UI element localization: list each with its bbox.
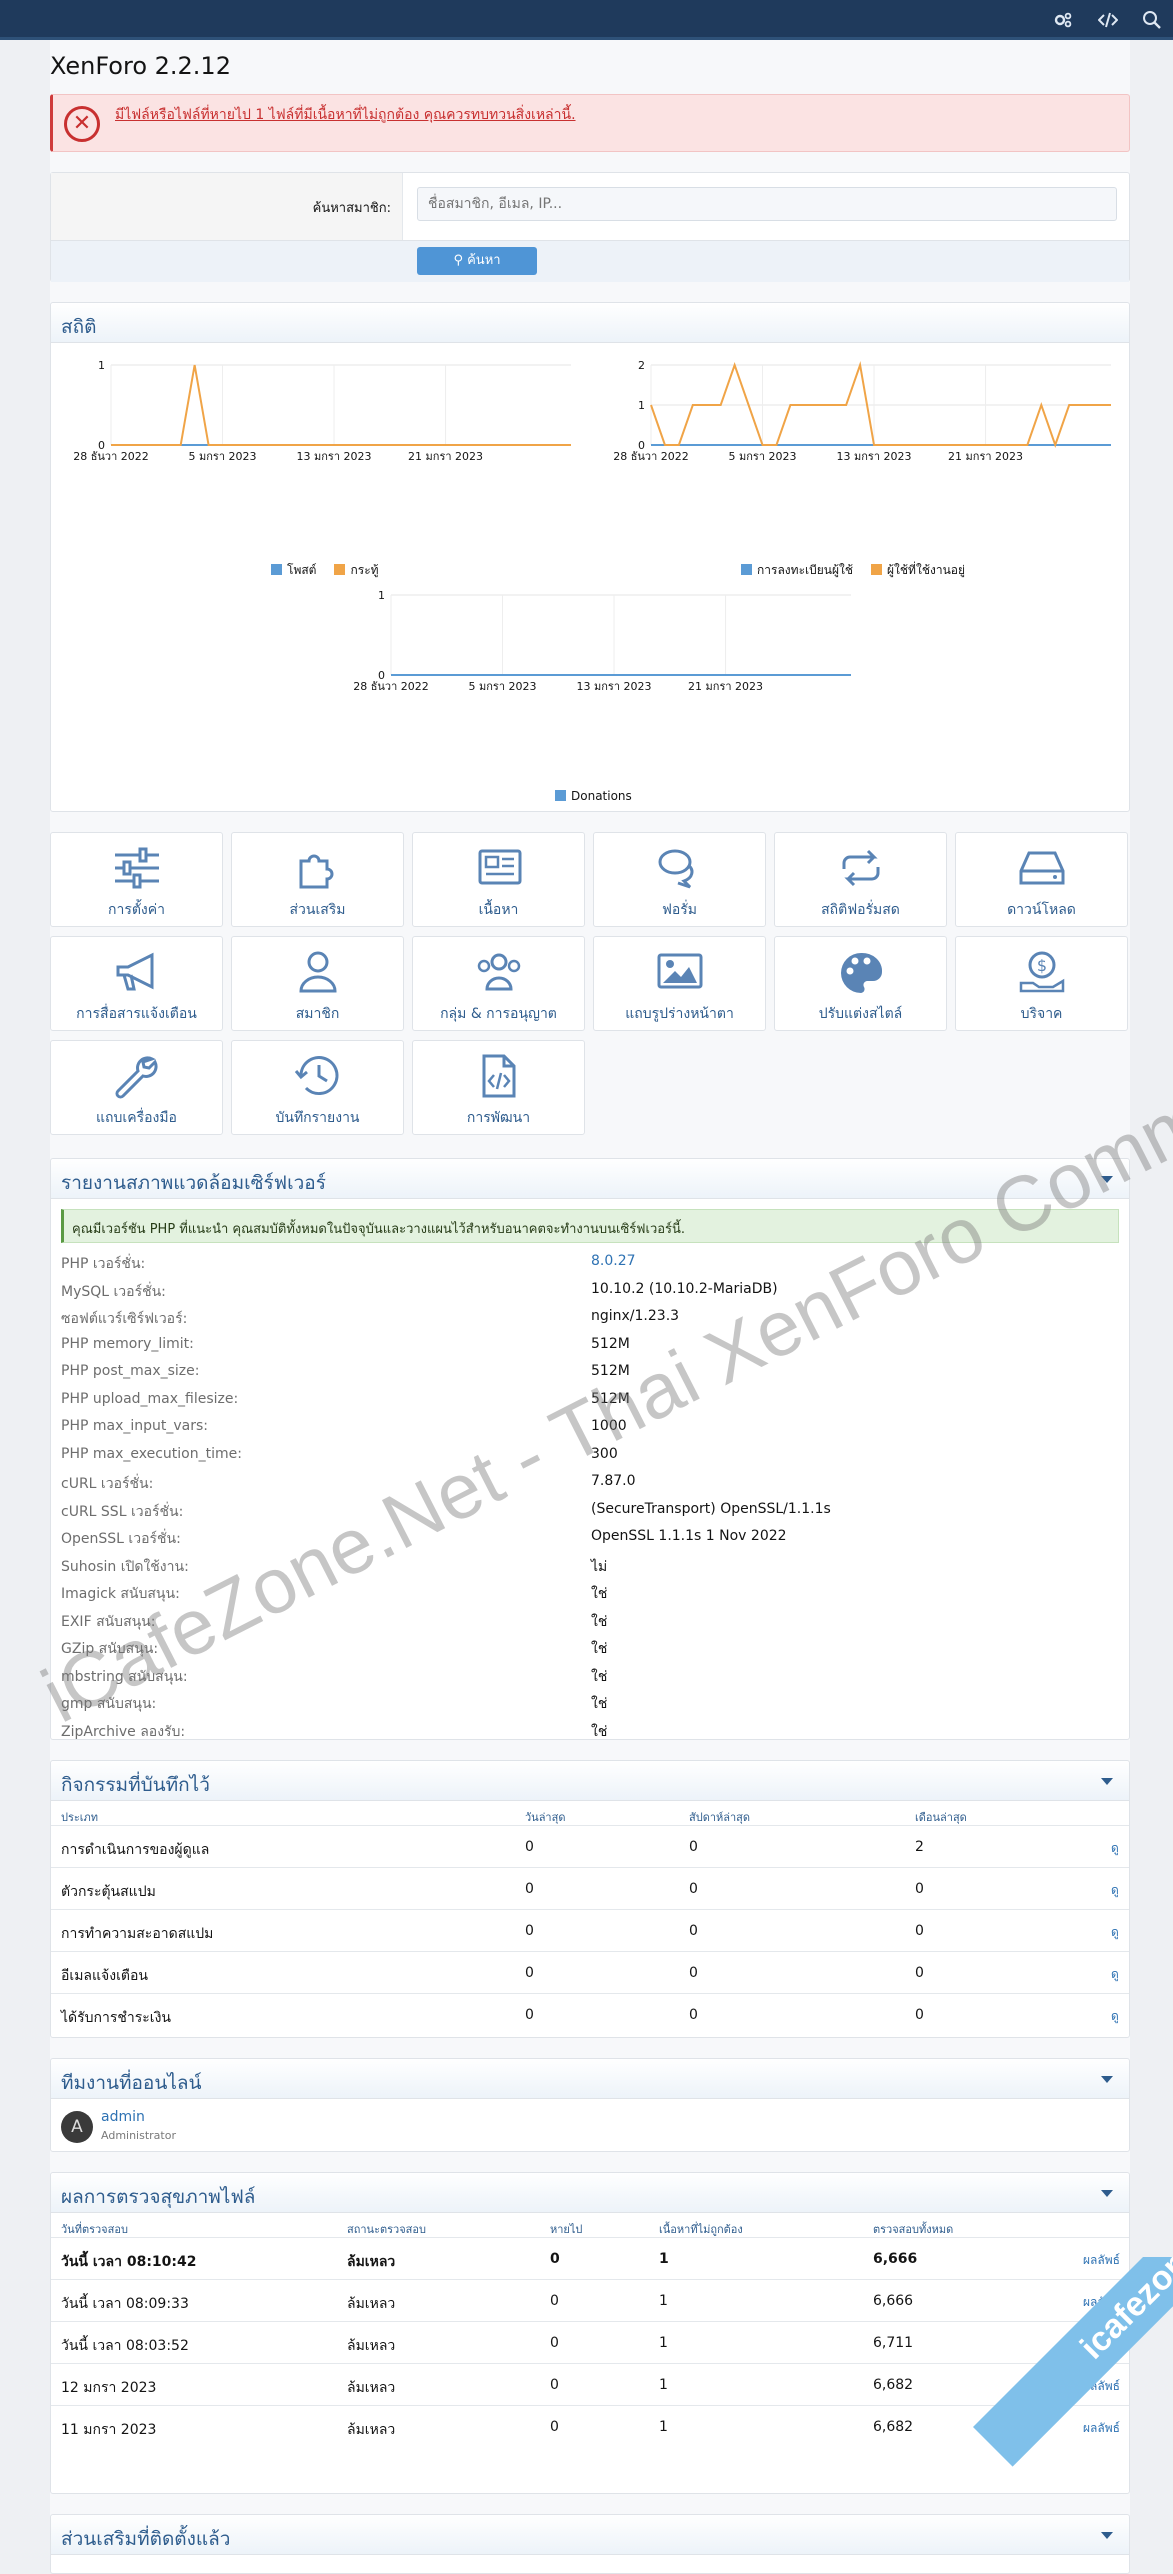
table-cell: 1: [659, 2377, 668, 2393]
env-key: cURL SSL เวอร์ชั่น:: [61, 1501, 183, 1523]
comments-icon: [655, 845, 705, 891]
x-tick-label: 28 ธันวา 2022: [73, 450, 149, 463]
env-key: GZip สนับสนุน:: [61, 1638, 158, 1660]
y-tick-label: 0: [378, 669, 385, 682]
table-cell: 0: [550, 2377, 559, 2393]
env-key: PHP memory_limit:: [61, 1336, 194, 1352]
tile-label: การสื่อสารแจ้งเตือน: [51, 1003, 222, 1025]
table-cell: 1: [659, 2419, 668, 2435]
table-cell: 6,682: [873, 2377, 913, 2393]
stats-title: สถิติ: [61, 312, 96, 342]
table-cell: ล้มเหลว: [347, 2419, 395, 2441]
env-key: MySQL เวอร์ชั่น:: [61, 1281, 166, 1303]
table-cell: 11 มกรา 2023: [61, 2419, 156, 2441]
tile-megaphone[interactable]: [50, 936, 223, 1031]
table-cell: 0: [915, 1965, 924, 1981]
tile-label: แถบเครื่องมือ: [51, 1107, 222, 1129]
legend-item[interactable]: การลงทะเบียนผู้ใช้: [741, 563, 853, 577]
table-cell: 1: [659, 2251, 669, 2267]
table-row: [51, 1867, 1129, 1909]
table-cell: 12 มกรา 2023: [61, 2377, 156, 2399]
table-cell: วันนี้ เวลา 08:09:33: [61, 2293, 189, 2315]
table-cell: 0: [550, 2419, 559, 2435]
env-value: ใช่: [591, 1693, 607, 1715]
legend-swatch: [271, 564, 282, 575]
tile-label: สถิติฟอรั่มสด: [775, 899, 946, 921]
tile-wrench[interactable]: [50, 1040, 223, 1135]
x-tick-label: 5 มกรา 2023: [189, 450, 257, 463]
env-value: 512M: [591, 1363, 630, 1379]
staff-role: Administrator: [101, 2129, 176, 2142]
tile-comments[interactable]: [593, 832, 766, 927]
legend-item[interactable]: โพสต์: [271, 563, 316, 577]
users-icon: [474, 949, 524, 995]
env-key: gmp สนับสนุน:: [61, 1693, 156, 1715]
table-cell: 6,666: [873, 2293, 913, 2309]
y-tick-label: 2: [638, 359, 645, 372]
env-value: ใช่: [591, 1721, 607, 1743]
collapse-toggle-icon[interactable]: [1101, 2190, 1113, 2197]
y-tick-label: 1: [98, 359, 105, 372]
env-value: ใช่: [591, 1638, 607, 1660]
legend-item[interactable]: Donations: [555, 789, 632, 803]
stats-chart-donations: [331, 575, 871, 695]
tile-user[interactable]: [231, 936, 404, 1031]
staff-online-block: [50, 2058, 1130, 2152]
tile-donate[interactable]: [955, 936, 1128, 1031]
table-cell: 0: [550, 2251, 560, 2267]
avatar[interactable]: A: [61, 2111, 93, 2143]
env-key: ซอฟต์แวร์เซิร์ฟเวอร์:: [61, 1308, 187, 1330]
tile-file-code[interactable]: [412, 1040, 585, 1135]
search-icon[interactable]: [1140, 8, 1164, 32]
result-link[interactable]: ผลลัพธ์: [1083, 2293, 1120, 2312]
tile-sliders[interactable]: [50, 832, 223, 927]
collapse-toggle-icon[interactable]: [1101, 2532, 1113, 2539]
env-value: 10.10.2 (10.10.2-MariaDB): [591, 1281, 778, 1297]
y-tick-label: 0: [638, 439, 645, 452]
server-env-title: รายงานสภาพแวดล้อมเซิร์ฟเวอร์: [61, 1168, 326, 1198]
table-cell: 0: [689, 2007, 698, 2023]
env-value: 512M: [591, 1391, 630, 1407]
search-label: ค้นหาสมาชิก:: [61, 197, 391, 218]
table-cell: วันนี้ เวลา 08:03:52: [61, 2335, 189, 2357]
legend-item[interactable]: กระทู้: [334, 563, 378, 577]
view-link[interactable]: ดู: [1111, 1839, 1119, 1858]
table-cell: 1: [659, 2335, 668, 2351]
table-cell: 0: [525, 1965, 534, 1981]
series-line: [111, 365, 571, 445]
table-cell: 0: [915, 1923, 924, 1939]
tile-repeat[interactable]: [774, 832, 947, 927]
table-cell: 0: [550, 2335, 559, 2351]
env-value[interactable]: 8.0.27: [591, 1253, 636, 1269]
x-tick-label: 5 มกรา 2023: [469, 680, 537, 693]
x-tick-label: 28 ธันวา 2022: [613, 450, 689, 463]
table-cell: การทำความสะอาดสแปม: [61, 1923, 213, 1945]
history-icon: [293, 1053, 343, 1099]
tile-history[interactable]: [231, 1040, 404, 1135]
env-key: PHP เวอร์ชั่น:: [61, 1253, 145, 1275]
y-tick-label: 1: [378, 589, 385, 602]
table-row: [51, 1993, 1129, 2035]
env-key: cURL เวอร์ชั่น:: [61, 1473, 153, 1495]
view-link[interactable]: ดู: [1111, 2007, 1119, 2026]
table-cell: 0: [915, 1881, 924, 1897]
table-cell: 1: [659, 2293, 668, 2309]
env-key: PHP upload_max_filesize:: [61, 1391, 238, 1407]
col-header: วันล่าสุด: [525, 1808, 565, 1826]
file-health-title: ผลการตรวจสุขภาพไฟล์: [61, 2182, 255, 2212]
x-tick-label: 28 ธันวา 2022: [353, 680, 429, 693]
staff-username[interactable]: admin: [101, 2109, 145, 2125]
tile-label: ฟอรั่ม: [594, 899, 765, 921]
svg-text:$: $: [1037, 956, 1047, 975]
code-icon[interactable]: [1096, 8, 1120, 32]
user-icon: [293, 949, 343, 995]
table-cell: วันนี้ เวลา 08:10:42: [61, 2251, 196, 2273]
env-value: 1000: [591, 1418, 627, 1434]
legend-swatch: [871, 564, 882, 575]
table-cell: 0: [525, 1839, 534, 1855]
table-cell: 0: [525, 2007, 534, 2023]
tile-label: ส่วนเสริม: [232, 899, 403, 921]
table-cell: ล้มเหลว: [347, 2293, 395, 2315]
tile-label: ปรับแต่งสไตล์: [775, 1003, 946, 1025]
search-button-icon: ⚲: [453, 253, 463, 268]
table-row: [51, 1951, 1129, 1993]
table-cell: อีเมลแจ้งเตือน: [61, 1965, 148, 1987]
env-value: 7.87.0: [591, 1473, 636, 1489]
tile-label: เนื้อหา: [413, 899, 584, 921]
table-cell: 0: [525, 1881, 534, 1897]
wrench-icon: [112, 1053, 162, 1099]
installed-addons-title: ส่วนเสริมที่ติดตั้งแล้ว: [61, 2524, 230, 2554]
env-key: mbstring สนับสนุน:: [61, 1666, 188, 1688]
tile-label: กลุ่ม & การอนุญาต: [413, 1003, 584, 1025]
result-link[interactable]: ผลลัพธ์: [1083, 2335, 1120, 2354]
env-key: EXIF สนับสนุน:: [61, 1611, 155, 1633]
megaphone-icon: [112, 949, 162, 995]
search-button[interactable]: [417, 247, 537, 275]
table-cell: 0: [915, 2007, 924, 2023]
table-cell: การดำเนินการของผู้ดูแล: [61, 1839, 209, 1861]
legend-item[interactable]: ผู้ใช้ที่ใช้งานอยู่: [871, 563, 965, 577]
table-cell: 0: [550, 2293, 559, 2309]
file-health-alert: [50, 94, 1130, 152]
y-tick-label: 0: [98, 439, 105, 452]
table-cell: 6,666: [873, 2251, 917, 2267]
tile-label: การตั้งค่า: [51, 899, 222, 921]
env-key: PHP post_max_size:: [61, 1363, 199, 1379]
watermark-text: iCafeZone.Net - Thai XenForo Community: [28, 997, 1173, 1741]
x-tick-label: 21 มกรา 2023: [408, 450, 483, 463]
result-link[interactable]: ผลลัพธ์: [1083, 2251, 1120, 2270]
x-tick-label: 21 มกรา 2023: [948, 450, 1023, 463]
tile-hdd[interactable]: [955, 832, 1128, 927]
legend-swatch: [741, 564, 752, 575]
member-search-block: [50, 172, 1130, 282]
x-tick-label: 13 มกรา 2023: [837, 450, 912, 463]
tile-label: บันทึกรายงาน: [232, 1107, 403, 1129]
col-header: หายไป: [550, 2220, 582, 2238]
view-link[interactable]: ดู: [1111, 1881, 1119, 1900]
table-cell: 0: [689, 1881, 698, 1897]
tile-label: ดาวน์โหลด: [956, 899, 1127, 921]
chart-legend: [555, 789, 650, 803]
search-button-label: ค้นหา: [467, 253, 500, 268]
installed-addons-block: [50, 2514, 1130, 2574]
tile-newspaper[interactable]: [412, 832, 585, 927]
x-tick-label: 21 มกรา 2023: [688, 680, 763, 693]
env-key: OpenSSL เวอร์ชั่น:: [61, 1528, 181, 1550]
repeat-icon: [836, 845, 886, 891]
env-value: 300: [591, 1446, 618, 1462]
corner-watermark: icafezone: [913, 2257, 1173, 2517]
image-icon: [655, 949, 705, 995]
col-header: ตรวจสอบทั้งหมด: [873, 2220, 953, 2238]
file-code-icon: [474, 1053, 524, 1099]
tile-label: การพัฒนา: [413, 1107, 584, 1129]
puzzle-icon: [293, 845, 343, 891]
logged-activity-title: กิจกรรมที่บันทึกไว้: [61, 1770, 210, 1800]
x-tick-label: 13 มกรา 2023: [297, 450, 372, 463]
table-cell: ล้มเหลว: [347, 2377, 395, 2399]
table-row: [51, 1909, 1129, 1951]
stats-chart-users: [591, 345, 1131, 465]
env-key: ZipArchive ลองรับ:: [61, 1721, 185, 1743]
table-cell: 0: [689, 1839, 698, 1855]
table-cell: 6,682: [873, 2419, 913, 2435]
view-link[interactable]: ดู: [1111, 1965, 1119, 1984]
x-tick-label: 13 มกรา 2023: [577, 680, 652, 693]
stats-block: [50, 302, 1130, 812]
table-cell: 0: [525, 1923, 534, 1939]
env-value: OpenSSL 1.1.1s 1 Nov 2022: [591, 1528, 787, 1544]
top-bar: [0, 0, 1173, 40]
table-cell: ล้มเหลว: [347, 2251, 395, 2273]
col-header: สัปดาห์ล่าสุด: [689, 1808, 750, 1826]
palette-icon: [836, 949, 886, 995]
table-cell: ตัวกระตุ้นสแปม: [61, 1881, 156, 1903]
table-cell: 2: [915, 1839, 924, 1855]
env-key: PHP max_input_vars:: [61, 1418, 208, 1434]
col-header: เดือนล่าสุด: [915, 1808, 967, 1826]
staff-online-title: ทีมงานที่ออนไลน์: [61, 2068, 202, 2098]
env-value: ไม่: [591, 1556, 607, 1578]
table-cell: ล้มเหลว: [347, 2335, 395, 2357]
legend-swatch: [334, 564, 345, 575]
table-cell: 0: [689, 1923, 698, 1939]
php-version-notice: คุณมีเวอร์ชัน PHP ที่แนะนำ คุณสมบัติทั้งหมดในปัจจุบันและวางแผนไว้สำหรับอนาคตจะทำงานบนเซิร์ฟเวอร์นี้.: [61, 1209, 1119, 1243]
tile-label: บริจาค: [956, 1003, 1127, 1025]
col-header: สถานะตรวจสอบ: [347, 2220, 426, 2238]
sliders-icon: [112, 845, 162, 891]
newspaper-icon: [474, 845, 524, 891]
error-icon: ✕: [64, 106, 100, 142]
tile-image[interactable]: [593, 936, 766, 1031]
collapse-toggle-icon[interactable]: [1101, 2076, 1113, 2083]
stats-chart-posts: [51, 345, 591, 465]
cogs-icon[interactable]: [1051, 8, 1075, 32]
table-cell: 0: [689, 1965, 698, 1981]
env-key: Suhosin เปิดใช้งาน:: [61, 1556, 189, 1578]
table-row: [51, 1825, 1129, 1867]
env-value: nginx/1.23.3: [591, 1308, 679, 1324]
view-link[interactable]: ดู: [1111, 1923, 1119, 1942]
env-key: Imagick สนับสนุน:: [61, 1583, 180, 1605]
x-tick-label: 5 มกรา 2023: [729, 450, 797, 463]
y-tick-label: 1: [638, 399, 645, 412]
donate-icon: [1017, 949, 1067, 995]
chart-legend: [271, 561, 397, 580]
env-value: ใช่: [591, 1611, 607, 1633]
table-cell: 6,711: [873, 2335, 913, 2351]
tile-label: แถบรูปร่างหน้าตา: [594, 1003, 765, 1025]
env-value: (SecureTransport) OpenSSL/1.1.1s: [591, 1501, 831, 1517]
env-value: ใช่: [591, 1666, 607, 1688]
logged-activity-block: [50, 1760, 1130, 2038]
tile-users[interactable]: [412, 936, 585, 1031]
hdd-icon: [1017, 845, 1067, 891]
member-search-input[interactable]: [417, 187, 1117, 221]
table-cell: ได้รับการชำระเงิน: [61, 2007, 171, 2029]
col-header: เนื้อหาที่ไม่ถูกต้อง: [659, 2220, 743, 2238]
chart-legend: [741, 561, 983, 580]
env-value: ใช่: [591, 1583, 607, 1605]
tile-palette[interactable]: [774, 936, 947, 1031]
col-header: ประเภท: [61, 1808, 98, 1826]
tile-label: สมาชิก: [232, 1003, 403, 1025]
legend-swatch: [555, 790, 566, 801]
collapse-toggle-icon[interactable]: [1101, 1778, 1113, 1785]
page-title: XenForo 2.2.12: [50, 52, 231, 80]
col-header: วันที่ตรวจสอบ: [61, 2220, 128, 2238]
tile-puzzle[interactable]: [231, 832, 404, 927]
env-key: PHP max_execution_time:: [61, 1446, 242, 1462]
file-health-alert-link[interactable]: มีไฟล์หรือไฟล์ที่หายไป 1 ไฟล์ที่มีเนื้อหาที่ไม่ถูกต้อง คุณควรทบทวนสิ่งเหล่านี้.: [115, 104, 576, 126]
env-value: 512M: [591, 1336, 630, 1352]
